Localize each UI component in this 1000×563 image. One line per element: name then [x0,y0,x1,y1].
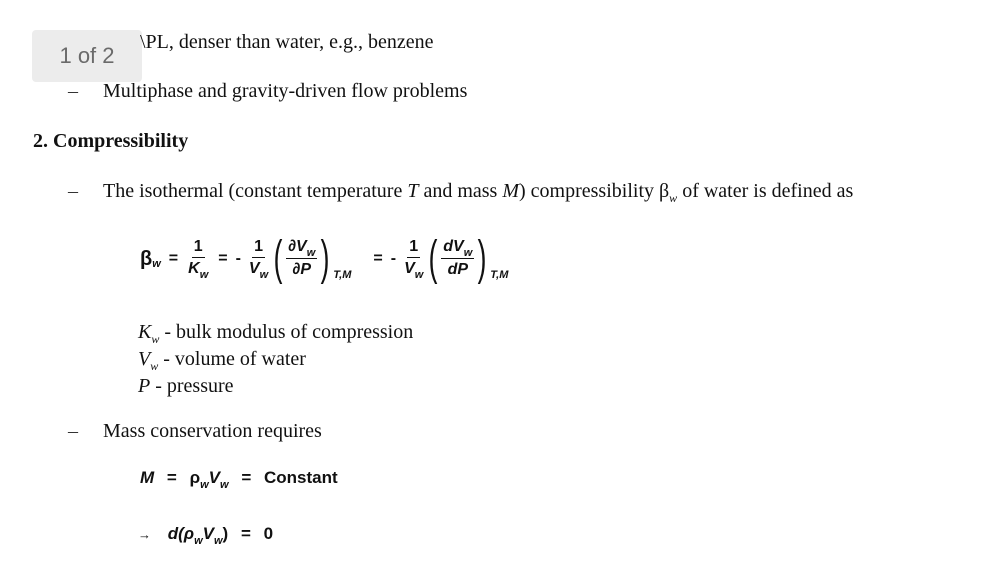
differential-equation [138,524,274,547]
eq2-constant: Constant [263,468,338,487]
variable-V-sub: w [150,359,159,373]
eq1-beta: β [140,247,153,270]
eq1-V: V [248,260,260,277]
variable-V-symbol: V [138,348,151,370]
eq1-dP2: dP [447,261,469,278]
eq1-TM-sub-2: T,M [490,269,509,281]
eq1-numerator-one: 1 [192,238,205,258]
eq2-V-sub: w [220,479,229,491]
eq1-frac-1-over-V-2 [402,238,425,280]
eq1-minus-1: - [235,250,241,267]
variable-P-symbol: P [138,375,151,397]
mass-conservation-text [103,420,322,443]
eq1-equals-1: = [168,250,179,267]
eq1-frac-1-over-V [247,238,270,280]
eq1-V-2: V [404,260,415,277]
eq3-zero: 0 [263,524,274,543]
eq1-numerator-one-b: 1 [252,238,265,258]
eq3-expr-a: d(ρ [167,524,195,543]
eq2-equals-1: = [166,468,177,487]
eq1-dV2: dV [443,238,464,255]
definition-text-d: of water is defined as [677,180,854,202]
eq3-V: V [202,524,214,543]
bullet-dash [68,80,78,103]
eq1-left-paren-2: ( [428,232,438,285]
eq1-minus-2: - [390,250,397,267]
dash-glyph: – [68,180,78,202]
eq1-K-sub: w [199,269,209,281]
eq1-left-paren: ( [273,232,283,285]
page-indicator-label: 1 of 2 [59,43,115,68]
eq1-V-sub: w [259,269,269,281]
eq1-equals-2: = [218,250,228,267]
bullet-dash [68,420,78,443]
definition-text-b: and mass [418,180,503,202]
eq1-equals-3: = [373,250,383,267]
definition-text-c: ) compressibility β [519,180,670,202]
variable-definition [138,320,413,399]
eq2-rho-sub: w [200,479,209,491]
section-heading-text: 2. Compressibility [33,130,189,152]
bullet-multiphase-text: Multiphase and gravity-driven flow problems [103,80,468,102]
variable-K-symbol: K [138,321,152,343]
eq2-M: M [140,468,155,487]
variable-V-desc: - volume of water [158,348,306,370]
eq3-equals: = [240,524,251,543]
bullet-dnapl [140,31,434,54]
variable-P [138,374,413,399]
eq3-close: ) [222,524,229,543]
definition-T: T [407,180,419,202]
eq1-dV-sub: w [306,247,316,259]
eq1-TM-sub: T,M [333,269,352,281]
definition-M: M [502,180,520,202]
eq1-dV2-sub: w [463,247,473,259]
variable-K-sub: w [151,332,160,346]
eq1-derivative-frac [441,238,474,280]
bullet-dnapl-text: \PL, denser than water, e.g., benzene [140,31,434,53]
bullet-dash [68,180,78,203]
eq1-dP: ∂P [292,261,311,278]
definition-w: w [669,191,678,205]
eq1-partial-frac [286,238,317,280]
variable-V [138,347,413,374]
eq1-right-paren: ) [320,232,330,285]
compressibility-equation [140,228,508,290]
mass-equation [140,468,338,491]
dash-glyph: – [68,80,78,102]
eq1-beta-sub: w [152,258,161,270]
section-heading [33,130,188,153]
eq1-right-paren-2: ) [477,232,487,285]
eq2-V: V [208,468,221,487]
eq1-dV: ∂V [288,238,307,255]
eq1-V-2-sub: w [414,269,424,281]
eq1-K: K [188,260,200,277]
variable-K [138,320,413,347]
bullet-multiphase [103,80,467,103]
eq3-rho-sub: w [194,535,203,547]
dash-glyph: – [68,420,78,442]
eq3-V-sub: w [213,535,223,547]
definition-text-a: The isothermal (constant temperature [103,180,408,202]
definition-sentence [103,180,853,203]
eq1-frac-1-over-K [186,238,210,280]
eq2-rho: ρ [189,468,201,487]
variable-P-desc: - pressure [150,375,234,397]
variable-K-desc: - bulk modulus of compression [159,321,414,343]
mass-conservation-label: Mass conservation requires [103,420,322,442]
cropped-top-text [100,0,520,2]
eq1-numerator-one-c: 1 [407,238,420,258]
implies-arrow-icon: → [138,527,151,542]
page-indicator [32,30,142,82]
eq2-equals-2: = [241,468,252,487]
